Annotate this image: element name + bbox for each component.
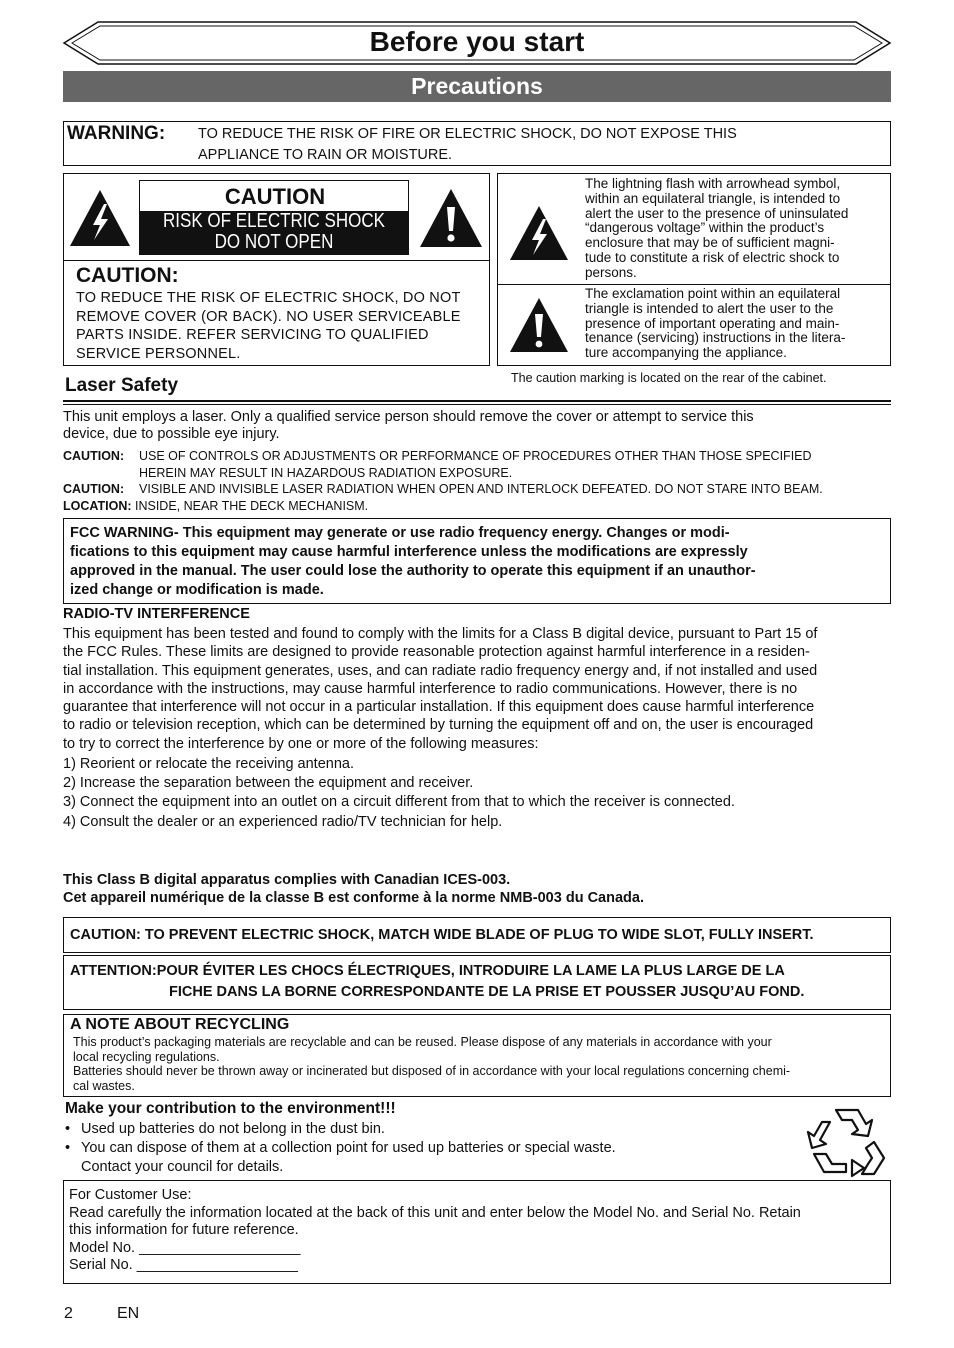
text-line: within an equilateral triangle, is intended to — [585, 190, 841, 206]
text-line: Read carefully the information located at the back of this unit and enter below the Model No. and Serial No. Retain — [69, 1204, 801, 1221]
text-line: tenance (servicing) instructions in the litera- — [585, 330, 846, 346]
caution-label: CAUTION: — [63, 449, 125, 463]
bullet: • — [65, 1140, 71, 1156]
lightning-symbol-text — [585, 177, 880, 281]
list-item: 1) Reorient or relocate the receiving antenna. — [63, 756, 354, 772]
list-item — [65, 1139, 616, 1158]
customer-use-text — [69, 1187, 884, 1275]
page-number: 2 — [64, 1305, 73, 1322]
serial-no-field: Serial No. ____________________ — [69, 1257, 298, 1273]
exclamation-triangle-icon — [508, 296, 570, 354]
text-line: The exclamation point within an equilateral — [585, 286, 841, 301]
caution-sign-title: CAUTION — [224, 184, 326, 209]
text-line: guarantee that interference will not occur in a particular installation. If this equipment does cause harmful interference — [63, 699, 815, 716]
list-item — [65, 1120, 385, 1139]
text-line: persons. — [585, 264, 637, 280]
recycling-body — [73, 1035, 881, 1093]
warning-box — [63, 121, 891, 166]
caution-line: TO REDUCE THE RISK OF ELECTRIC SHOCK, DO NOT — [76, 290, 461, 306]
text-line: enclosure that may be of sufficient magni- — [585, 235, 835, 251]
plug-caution-text: CAUTION: TO PREVENT ELECTRIC SHOCK, MATCH WIDE BLADE OF PLUG TO WIDE SLOT, FULLY INSERT. — [70, 927, 814, 943]
text-line: alert the user to the presence of uninsulated — [585, 205, 849, 221]
caution-sign-line: DO NOT OPEN — [214, 231, 334, 253]
text-line: to radio or television reception, which can be determined by turning the equipment off and on, the user is encouraged — [63, 717, 814, 734]
caution-sign — [139, 180, 409, 255]
lightning-triangle-icon — [508, 204, 570, 262]
text-line: in accordance with the instructions, may cause harmful interference to radio communications. However, there is no — [63, 680, 798, 697]
text-line: For Customer Use: — [69, 1187, 192, 1203]
text-line: this information for future reference. — [69, 1222, 299, 1238]
laser-caution-2 — [63, 481, 893, 498]
divider — [63, 404, 891, 405]
divider — [498, 284, 890, 285]
customer-use-box — [63, 1180, 891, 1284]
bullet-text: Contact your council for details. — [81, 1159, 284, 1175]
text-line: presence of important operating and main- — [585, 315, 840, 331]
laser-location — [63, 498, 893, 515]
page-language: EN — [117, 1305, 140, 1322]
divider — [64, 260, 489, 261]
attention-line: FICHE DANS LA BORNE CORRESPONDANTE DE LA PRISE ET POUSSER JUSQU’AU FOND. — [169, 984, 805, 1000]
text-line: tial installation. This equipment generates, uses, and can radiate radio frequency energy and, if not installed and used — [63, 662, 818, 679]
divider — [63, 400, 891, 402]
text-line: ture accompanying the appliance. — [585, 345, 787, 361]
text-line: the FCC Rules. These limits are designed to provide reasonable protection against harmful interference in a residen- — [63, 644, 810, 661]
bullet-text: You can dispose of them at a collection point for used up batteries or special waste. — [81, 1140, 616, 1156]
text-line: This unit employs a laser. Only a qualified service person should remove the cover or attempt to service this — [63, 409, 754, 425]
model-no-field: Model No. ____________________ — [69, 1239, 301, 1256]
attention-line: ATTENTION:POUR ÉVITER LES CHOCS ÉLECTRIQUES, INTRODUIRE LA LAME LA PLUS LARGE DE LA — [70, 963, 785, 979]
laser-cautions — [63, 448, 893, 514]
text-line: fications to this equipment may cause harmful interference unless the modifications are expressly — [70, 544, 748, 560]
caution-line: PARTS INSIDE. REFER SERVICING TO QUALIFIED — [76, 327, 429, 343]
text-line: “dangerous voltage” within the product’s — [585, 220, 825, 236]
caution-text: VISIBLE AND INVISIBLE LASER RADIATION WHEN OPEN AND INTERLOCK DEFEATED. DO NOT STARE INTO BEAM. — [139, 482, 823, 496]
environment-heading: Make your contribution to the environment!!! — [65, 1100, 396, 1117]
bullet-text: Used up batteries do not belong in the dust bin. — [81, 1121, 385, 1137]
warning-label: WARNING: — [67, 123, 166, 144]
caution-text: USE OF CONTROLS OR ADJUSTMENTS OR PERFORMANCE OF PROCEDURES OTHER THAN THOSE SPECIFIED — [139, 449, 812, 463]
caution-body — [76, 289, 476, 363]
location-text: INSIDE, NEAR THE DECK MECHANISM. — [135, 498, 369, 513]
symbols-panel — [497, 173, 891, 366]
caution-location-note: The caution marking is located on the rear of the cabinet. — [511, 371, 827, 385]
text-line: This product’s packaging materials are recyclable and can be reused. Please dispose of any materials in accordance with your — [73, 1035, 772, 1049]
warning-text — [198, 124, 868, 166]
warning-line: APPLIANCE TO RAIN OR MOISTURE. — [198, 147, 453, 163]
text-line: cal wastes. — [73, 1078, 135, 1093]
text-line: to try to correct the interference by one or more of the following measures: — [63, 735, 539, 752]
lightning-triangle-icon — [68, 188, 132, 248]
text-line: Batteries should never be thrown away or incinerated but disposed of in accordance with your local regulations concerning chemi- — [73, 1064, 791, 1078]
text-line: ized change or modification is made. — [70, 582, 324, 598]
fcc-warning-text — [70, 524, 880, 600]
caution-heading: CAUTION: — [76, 264, 179, 287]
text-line: The lightning flash with arrowhead symbol, — [585, 176, 841, 191]
attention-box — [63, 955, 891, 1010]
caution-sign-body — [140, 211, 408, 254]
text-line: device, due to possible eye injury. — [63, 426, 280, 442]
text-line: This equipment has been tested and found to comply with the limits for a Class B digital device, pursuant to Part 15 of — [63, 626, 818, 642]
text-line: triangle is intended to alert the user to the — [585, 300, 834, 316]
location-label: LOCATION: — [63, 498, 132, 513]
fcc-warning-box — [63, 518, 891, 604]
radio-tv-heading: RADIO-TV INTERFERENCE — [63, 606, 250, 622]
recycling-box — [63, 1014, 891, 1097]
text-line: local recycling regulations. — [73, 1049, 220, 1064]
list-item: 2) Increase the separation between the equipment and receiver. — [63, 775, 474, 791]
canada-compliance-en: This Class B digital apparatus complies with Canadian ICES-003. — [63, 872, 511, 888]
section-title: Precautions — [63, 71, 891, 102]
text-line: FCC WARNING- This equipment may generate or use radio frequency energy. Changes or modi- — [70, 525, 730, 541]
laser-caution-1 — [63, 448, 893, 465]
exclamation-symbol-text — [585, 287, 880, 361]
page-title: Before you start — [369, 26, 585, 57]
plug-caution-box — [63, 917, 891, 953]
laser-intro — [63, 409, 891, 443]
caution-sign-line: RISK OF ELECTRIC SHOCK — [163, 210, 385, 232]
list-item: 3) Connect the equipment into an outlet on a circuit different from that to which the receiver is connected. — [63, 794, 735, 810]
canada-compliance-fr: Cet appareil numérique de la classe B est conforme à la norme NMB-003 du Canada. — [63, 890, 644, 906]
text-line: approved in the manual. The user could lose the authority to operate this equipment if an unauthor- — [70, 563, 756, 579]
list-item: 4) Consult the dealer or an experienced radio/TV technician for help. — [63, 814, 503, 830]
radio-tv-body — [63, 625, 893, 753]
bullet: • — [65, 1121, 71, 1137]
warning-line: TO REDUCE THE RISK OF FIRE OR ELECTRIC SHOCK, DO NOT EXPOSE THIS — [198, 126, 737, 142]
text-line: tude to constitute a risk of electric shock to — [585, 249, 840, 265]
recycling-heading: A NOTE ABOUT RECYCLING — [70, 1016, 290, 1033]
caution-label: CAUTION: — [63, 482, 125, 496]
laser-safety-heading: Laser Safety — [65, 375, 179, 396]
caution-line: SERVICE PERSONNEL. — [76, 345, 241, 362]
caution-text: HEREIN MAY RESULT IN HAZARDOUS RADIATION EXPOSURE. — [139, 465, 513, 480]
caution-line: REMOVE COVER (OR BACK). NO USER SERVICEABLE — [76, 308, 461, 325]
caution-panel — [63, 173, 490, 366]
recycle-icon — [806, 1102, 888, 1178]
exclamation-triangle-icon — [418, 187, 484, 249]
